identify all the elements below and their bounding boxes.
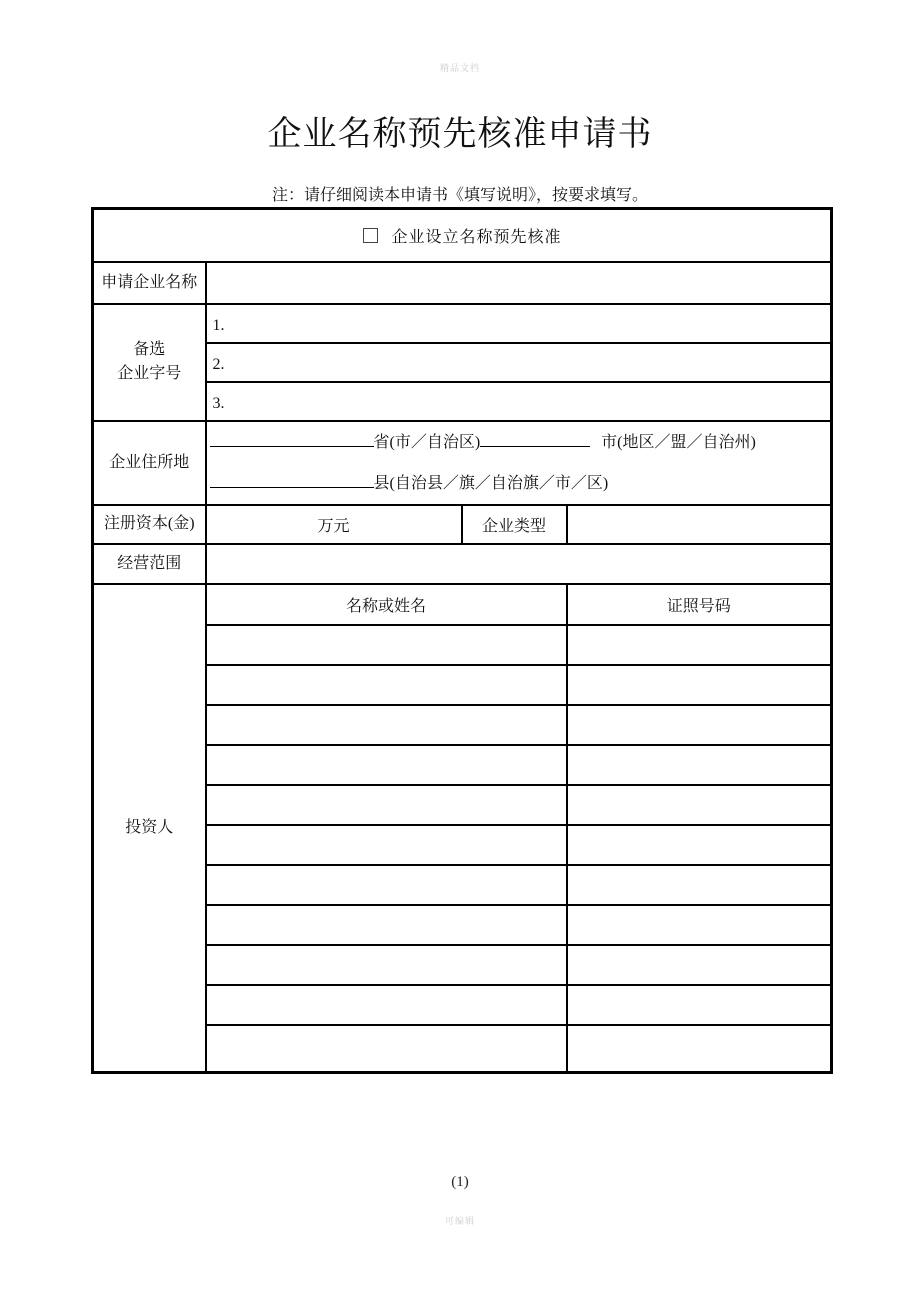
applied-name-row	[93, 262, 832, 304]
alt-name-option-1-cell	[206, 304, 832, 343]
capital-row	[93, 505, 832, 544]
watermark-bottom: 可编辑	[444, 1216, 476, 1226]
investor-license-cell	[567, 625, 832, 665]
investor-name-cell	[206, 705, 567, 745]
address-city-label: 市(地区／盟／自治州)	[601, 433, 756, 451]
blank-underline	[210, 430, 374, 447]
investor-name-cell	[206, 785, 567, 825]
document-title: 企业名称预先核准申请书	[267, 116, 653, 153]
investors-label: 投资人	[93, 584, 206, 1073]
investor-header-row	[93, 584, 832, 625]
investor-name-header: 名称或姓名	[206, 584, 567, 625]
investor-license-cell	[567, 665, 832, 705]
alt-names-label-line2: 企业字号	[117, 365, 182, 382]
investor-license-header: 证照号码	[567, 584, 832, 625]
application-form-table	[91, 207, 833, 1074]
capital-label: 注册资本(金)	[93, 505, 206, 544]
business-scope-row	[93, 544, 832, 584]
investor-license-cell	[567, 705, 832, 745]
investor-license-cell	[567, 785, 832, 825]
alt-names-label-line1: 备选	[133, 341, 166, 358]
investor-license-cell	[567, 745, 832, 785]
alt-name-option-3-cell	[206, 382, 832, 421]
investor-name-cell	[206, 745, 567, 785]
investor-license-cell	[567, 825, 832, 865]
address-county-label: 县(自治县／旗／自治旗／市／区)	[373, 474, 609, 492]
investor-license-cell	[567, 905, 832, 945]
investor-name-cell	[206, 865, 567, 905]
capital-unit-cell: 万元	[206, 505, 462, 544]
investor-name-cell	[206, 905, 567, 945]
investor-name-cell	[206, 945, 567, 985]
investor-name-cell	[206, 985, 567, 1025]
investor-name-cell	[206, 825, 567, 865]
investor-license-cell	[567, 945, 832, 985]
investor-name-cell	[206, 1025, 567, 1073]
checkbox-unchecked-icon	[363, 228, 378, 243]
applied-name-input-cell	[206, 262, 832, 304]
alt-option-number: 2.	[212, 355, 225, 373]
blank-underline	[480, 430, 590, 447]
section-header-cell	[93, 209, 832, 262]
address-line-2	[210, 463, 831, 504]
section-header-row	[93, 209, 832, 262]
investor-license-cell	[567, 865, 832, 905]
page-number: (1)	[451, 1174, 469, 1190]
section-checkbox-label: 企业设立名称预先核准	[391, 228, 562, 246]
alt-name-option-2-cell	[206, 343, 832, 382]
alt-option-number: 1.	[212, 316, 225, 334]
applied-name-label: 申请企业名称	[93, 262, 206, 304]
investor-license-cell	[567, 985, 832, 1025]
investor-license-cell	[567, 1025, 832, 1073]
address-label: 企业住所地	[93, 421, 206, 505]
business-scope-label: 经营范围	[93, 544, 206, 584]
investor-name-cell	[206, 625, 567, 665]
alt-names-label	[93, 304, 206, 421]
address-province-label: 省(市／自治区)	[373, 433, 481, 451]
alt-name-row-1	[93, 304, 832, 343]
business-scope-input-cell	[206, 544, 832, 584]
address-input-cell	[206, 421, 832, 505]
watermark-top: 精品文档	[439, 63, 481, 73]
alt-option-number: 3.	[212, 394, 225, 412]
enterprise-type-label: 企业类型	[462, 505, 567, 544]
address-row	[93, 421, 832, 505]
investor-name-cell	[206, 665, 567, 705]
address-line-1	[210, 422, 831, 463]
enterprise-type-input-cell	[567, 505, 832, 544]
note-text: 注：请仔细阅读本申请书《填写说明》，按要求填写。	[271, 187, 648, 204]
blank-underline	[210, 471, 374, 488]
